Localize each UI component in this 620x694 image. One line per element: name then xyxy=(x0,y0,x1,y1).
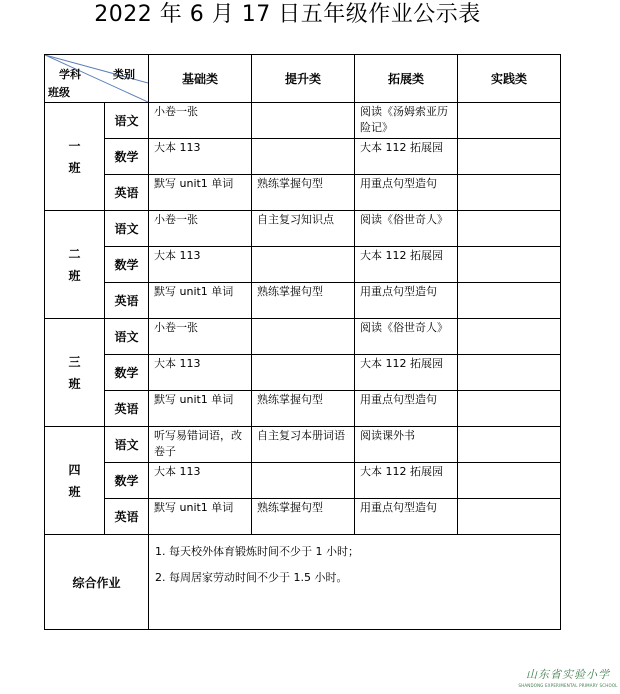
cell-extend: 大本 112 拓展园 xyxy=(355,463,458,499)
cell-basic: 大本 113 xyxy=(149,247,252,283)
corner-class-label: 班级 xyxy=(48,86,70,99)
subject-cell: 语文 xyxy=(105,319,149,355)
subject-cell: 英语 xyxy=(105,175,149,211)
comprehensive-row xyxy=(45,535,561,630)
cell-basic: 听写易错词语，改卷子 xyxy=(149,427,252,463)
comprehensive-item: 2. 每周居家劳动时间不少于 1.5 小时。 xyxy=(155,571,348,584)
cell-practice xyxy=(458,391,561,427)
subject-cell: 英语 xyxy=(105,283,149,319)
cell-basic: 大本 113 xyxy=(149,139,252,175)
cell-improve xyxy=(252,139,355,175)
cell-improve xyxy=(252,463,355,499)
cell-extend: 阅读《俗世奇人》 xyxy=(355,319,458,355)
cell-extend: 大本 112 拓展园 xyxy=(355,355,458,391)
cell-improve: 自主复习知识点 xyxy=(252,211,355,247)
cell-extend: 阅读课外书 xyxy=(355,427,458,463)
homework-table xyxy=(44,54,561,630)
cell-extend: 阅读《俗世奇人》 xyxy=(355,211,458,247)
class-name-cell: 一 班 xyxy=(45,103,105,211)
table-row xyxy=(45,247,561,283)
column-header-basic: 基础类 xyxy=(149,55,252,103)
corner-header-cell xyxy=(45,55,149,103)
subject-cell: 语文 xyxy=(105,103,149,139)
cell-practice xyxy=(458,463,561,499)
cell-improve xyxy=(252,103,355,139)
cell-improve: 熟练掌握句型 xyxy=(252,391,355,427)
cell-extend: 大本 112 拓展园 xyxy=(355,247,458,283)
subject-cell: 语文 xyxy=(105,427,149,463)
table-body xyxy=(45,103,561,535)
cell-extend: 用重点句型造句 xyxy=(355,499,458,535)
corner-subject-label: 学科 xyxy=(59,68,81,81)
subject-cell: 数学 xyxy=(105,463,149,499)
cell-extend: 用重点句型造句 xyxy=(355,283,458,319)
table-row xyxy=(45,211,561,247)
cell-extend: 用重点句型造句 xyxy=(355,175,458,211)
table-row xyxy=(45,175,561,211)
cell-practice xyxy=(458,319,561,355)
comprehensive-notes xyxy=(149,535,561,630)
subject-cell: 语文 xyxy=(105,211,149,247)
comprehensive-item: 1. 每天校外体育锻炼时间不少于 1 小时； xyxy=(155,545,359,558)
header-row xyxy=(45,55,561,103)
cell-basic: 大本 113 xyxy=(149,463,252,499)
table-row xyxy=(45,139,561,175)
column-header-improve: 提升类 xyxy=(252,55,355,103)
cell-improve: 自主复习本册词语 xyxy=(252,427,355,463)
cell-basic: 小卷一张 xyxy=(149,319,252,355)
table-row xyxy=(45,103,561,139)
subject-cell: 英语 xyxy=(105,499,149,535)
table-row xyxy=(45,391,561,427)
cell-improve: 熟练掌握句型 xyxy=(252,283,355,319)
cell-basic: 默写 unit1 单词 xyxy=(149,283,252,319)
cell-extend: 用重点句型造句 xyxy=(355,391,458,427)
cell-basic: 小卷一张 xyxy=(149,103,252,139)
class-name-cell: 二 班 xyxy=(45,211,105,319)
subject-cell: 数学 xyxy=(105,139,149,175)
table-row xyxy=(45,499,561,535)
cell-practice xyxy=(458,211,561,247)
cell-practice xyxy=(458,499,561,535)
cell-practice xyxy=(458,247,561,283)
cell-basic: 默写 unit1 单词 xyxy=(149,391,252,427)
school-logo xyxy=(518,666,618,688)
cell-improve: 熟练掌握句型 xyxy=(252,175,355,211)
cell-practice xyxy=(458,103,561,139)
cell-basic: 大本 113 xyxy=(149,355,252,391)
cell-basic: 默写 unit1 单词 xyxy=(149,175,252,211)
table-row xyxy=(45,463,561,499)
cell-improve xyxy=(252,319,355,355)
cell-improve xyxy=(252,355,355,391)
cell-basic: 小卷一张 xyxy=(149,211,252,247)
cell-practice xyxy=(458,175,561,211)
subject-cell: 数学 xyxy=(105,355,149,391)
table-row xyxy=(45,283,561,319)
cell-improve: 熟练掌握句型 xyxy=(252,499,355,535)
cell-practice xyxy=(458,355,561,391)
column-header-extend: 拓展类 xyxy=(355,55,458,103)
cell-extend: 阅读《汤姆索亚历险记》 xyxy=(355,103,458,139)
corner-category-label: 类别 xyxy=(113,68,135,81)
subject-cell: 英语 xyxy=(105,391,149,427)
school-logo-subtext: SHANDONG EXPERIMENTAL PRIMARY SCHOOL xyxy=(518,683,618,688)
cell-practice xyxy=(458,427,561,463)
cell-practice xyxy=(458,283,561,319)
class-name-cell: 三 班 xyxy=(45,319,105,427)
page-title: 2022 年 6 月 17 日五年级作业公示表 xyxy=(94,2,481,27)
class-name-cell: 四 班 xyxy=(45,427,105,535)
cell-basic: 默写 unit1 单词 xyxy=(149,499,252,535)
subject-cell: 数学 xyxy=(105,247,149,283)
column-header-practice: 实践类 xyxy=(458,55,561,103)
school-logo-text: 山东省实验小学 xyxy=(526,668,610,681)
comprehensive-label: 综合作业 xyxy=(45,535,149,630)
cell-extend: 大本 112 拓展园 xyxy=(355,139,458,175)
table-row xyxy=(45,319,561,355)
cell-practice xyxy=(458,139,561,175)
table-row xyxy=(45,427,561,463)
cell-improve xyxy=(252,247,355,283)
table-row xyxy=(45,355,561,391)
